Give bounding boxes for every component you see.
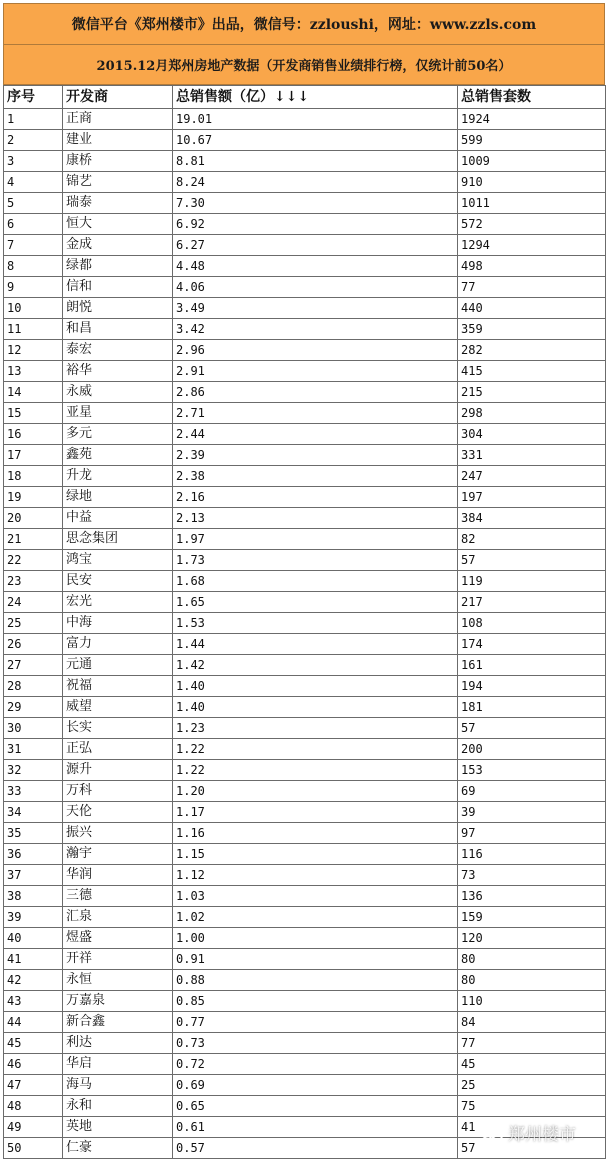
cell-sales-amount: 2.91 <box>173 361 458 382</box>
cell-rank: 28 <box>4 676 63 697</box>
cell-developer: 汇泉 <box>63 907 173 928</box>
cell-developer: 永和 <box>63 1096 173 1117</box>
cell-developer: 多元 <box>63 424 173 445</box>
cell-rank: 38 <box>4 886 63 907</box>
cell-developer: 万科 <box>63 781 173 802</box>
cell-sales-amount: 0.61 <box>173 1117 458 1138</box>
cell-developer: 和昌 <box>63 319 173 340</box>
cell-rank: 17 <box>4 445 63 466</box>
cell-units-sold: 498 <box>458 256 606 277</box>
table-row <box>4 634 606 655</box>
header-sales-amount: 总销售额（亿）↓↓↓ <box>173 86 458 109</box>
cell-developer: 开祥 <box>63 949 173 970</box>
cell-sales-amount: 1.44 <box>173 634 458 655</box>
cell-sales-amount: 1.68 <box>173 571 458 592</box>
cell-sales-amount: 6.92 <box>173 214 458 235</box>
cell-rank: 36 <box>4 844 63 865</box>
cell-sales-amount: 0.65 <box>173 1096 458 1117</box>
cell-rank: 21 <box>4 529 63 550</box>
table-row <box>4 1012 606 1033</box>
cell-sales-amount: 3.49 <box>173 298 458 319</box>
cell-developer: 朗悦 <box>63 298 173 319</box>
cell-developer: 鑫苑 <box>63 445 173 466</box>
table-row <box>4 298 606 319</box>
table-row <box>4 991 606 1012</box>
cell-developer: 裕华 <box>63 361 173 382</box>
cell-rank: 33 <box>4 781 63 802</box>
cell-sales-amount: 2.44 <box>173 424 458 445</box>
source-banner <box>3 3 605 45</box>
table-row <box>4 256 606 277</box>
cell-developer: 天伦 <box>63 802 173 823</box>
table-row <box>4 571 606 592</box>
cell-units-sold: 359 <box>458 319 606 340</box>
cell-units-sold: 25 <box>458 1075 606 1096</box>
wechat-icon <box>480 1124 504 1142</box>
table-row <box>4 613 606 634</box>
cell-developer: 正商 <box>63 109 173 130</box>
table-row <box>4 886 606 907</box>
cell-sales-amount: 4.48 <box>173 256 458 277</box>
cell-sales-amount: 3.42 <box>173 319 458 340</box>
cell-sales-amount: 1.53 <box>173 613 458 634</box>
table-row <box>4 1033 606 1054</box>
cell-units-sold: 75 <box>458 1096 606 1117</box>
cell-sales-amount: 0.69 <box>173 1075 458 1096</box>
cell-rank: 35 <box>4 823 63 844</box>
cell-developer: 民安 <box>63 571 173 592</box>
cell-developer: 仁豪 <box>63 1138 173 1159</box>
cell-sales-amount: 1.97 <box>173 529 458 550</box>
cell-units-sold: 84 <box>458 1012 606 1033</box>
table-row <box>4 508 606 529</box>
header-row <box>4 86 606 109</box>
header-developer: 开发商 <box>63 86 173 109</box>
table-row <box>4 109 606 130</box>
cell-sales-amount: 0.77 <box>173 1012 458 1033</box>
cell-rank: 32 <box>4 760 63 781</box>
cell-rank: 8 <box>4 256 63 277</box>
cell-units-sold: 116 <box>458 844 606 865</box>
cell-units-sold: 200 <box>458 739 606 760</box>
cell-developer: 瀚宇 <box>63 844 173 865</box>
cell-units-sold: 82 <box>458 529 606 550</box>
cell-units-sold: 80 <box>458 970 606 991</box>
cell-sales-amount: 1.00 <box>173 928 458 949</box>
table-subtitle-text: 2015.12月郑州房地产数据（开发商销售业绩排行榜，仅统计前50名） <box>96 59 512 74</box>
cell-units-sold: 1011 <box>458 193 606 214</box>
table-row <box>4 676 606 697</box>
cell-rank: 4 <box>4 172 63 193</box>
cell-rank: 42 <box>4 970 63 991</box>
cell-units-sold: 1294 <box>458 235 606 256</box>
cell-units-sold: 415 <box>458 361 606 382</box>
table-row <box>4 172 606 193</box>
cell-sales-amount: 0.73 <box>173 1033 458 1054</box>
table-row <box>4 949 606 970</box>
cell-developer: 华启 <box>63 1054 173 1075</box>
cell-units-sold: 197 <box>458 487 606 508</box>
cell-developer: 恒大 <box>63 214 173 235</box>
cell-units-sold: 77 <box>458 1033 606 1054</box>
table-row <box>4 655 606 676</box>
cell-sales-amount: 2.16 <box>173 487 458 508</box>
cell-units-sold: 119 <box>458 571 606 592</box>
cell-sales-amount: 1.40 <box>173 697 458 718</box>
table-row <box>4 193 606 214</box>
developer-ranking-table <box>3 85 606 1159</box>
cell-developer: 威望 <box>63 697 173 718</box>
cell-rank: 43 <box>4 991 63 1012</box>
cell-units-sold: 69 <box>458 781 606 802</box>
cell-rank: 10 <box>4 298 63 319</box>
watermark <box>480 1120 576 1145</box>
cell-rank: 12 <box>4 340 63 361</box>
cell-rank: 47 <box>4 1075 63 1096</box>
cell-units-sold: 73 <box>458 865 606 886</box>
table-row <box>4 361 606 382</box>
table-row <box>4 697 606 718</box>
cell-sales-amount: 1.17 <box>173 802 458 823</box>
cell-units-sold: 304 <box>458 424 606 445</box>
cell-developer: 富力 <box>63 634 173 655</box>
table-row <box>4 865 606 886</box>
cell-units-sold: 282 <box>458 340 606 361</box>
table-row <box>4 550 606 571</box>
cell-rank: 1 <box>4 109 63 130</box>
cell-developer: 煜盛 <box>63 928 173 949</box>
cell-rank: 18 <box>4 466 63 487</box>
cell-developer: 利达 <box>63 1033 173 1054</box>
cell-rank: 6 <box>4 214 63 235</box>
cell-rank: 31 <box>4 739 63 760</box>
cell-developer: 信和 <box>63 277 173 298</box>
table-row <box>4 214 606 235</box>
cell-sales-amount: 10.67 <box>173 130 458 151</box>
table-row <box>4 718 606 739</box>
cell-developer: 振兴 <box>63 823 173 844</box>
cell-units-sold: 215 <box>458 382 606 403</box>
cell-rank: 34 <box>4 802 63 823</box>
table-row <box>4 403 606 424</box>
cell-units-sold: 440 <box>458 298 606 319</box>
cell-sales-amount: 1.40 <box>173 676 458 697</box>
cell-rank: 25 <box>4 613 63 634</box>
cell-developer: 鸿宝 <box>63 550 173 571</box>
table-row <box>4 130 606 151</box>
table-row <box>4 928 606 949</box>
cell-rank: 5 <box>4 193 63 214</box>
cell-units-sold: 384 <box>458 508 606 529</box>
header-units-sold: 总销售套数 <box>458 86 606 109</box>
cell-sales-amount: 1.22 <box>173 760 458 781</box>
table-row <box>4 823 606 844</box>
cell-developer: 元通 <box>63 655 173 676</box>
cell-rank: 9 <box>4 277 63 298</box>
cell-rank: 45 <box>4 1033 63 1054</box>
cell-units-sold: 331 <box>458 445 606 466</box>
cell-rank: 11 <box>4 319 63 340</box>
cell-rank: 41 <box>4 949 63 970</box>
table-row <box>4 1096 606 1117</box>
cell-sales-amount: 1.20 <box>173 781 458 802</box>
cell-rank: 37 <box>4 865 63 886</box>
cell-units-sold: 1924 <box>458 109 606 130</box>
cell-units-sold: 77 <box>458 277 606 298</box>
cell-units-sold: 39 <box>458 802 606 823</box>
cell-developer: 中海 <box>63 613 173 634</box>
table-row <box>4 424 606 445</box>
cell-units-sold: 136 <box>458 886 606 907</box>
cell-sales-amount: 8.24 <box>173 172 458 193</box>
cell-units-sold: 97 <box>458 823 606 844</box>
cell-units-sold: 161 <box>458 655 606 676</box>
header-rank: 序号 <box>4 86 63 109</box>
cell-units-sold: 80 <box>458 949 606 970</box>
cell-rank: 14 <box>4 382 63 403</box>
cell-rank: 3 <box>4 151 63 172</box>
cell-units-sold: 57 <box>458 1138 606 1159</box>
table-row <box>4 592 606 613</box>
table-row <box>4 445 606 466</box>
cell-sales-amount: 0.85 <box>173 991 458 1012</box>
cell-rank: 30 <box>4 718 63 739</box>
cell-rank: 15 <box>4 403 63 424</box>
cell-developer: 正弘 <box>63 739 173 760</box>
cell-units-sold: 45 <box>458 1054 606 1075</box>
cell-units-sold: 217 <box>458 592 606 613</box>
cell-sales-amount: 1.16 <box>173 823 458 844</box>
cell-rank: 39 <box>4 907 63 928</box>
cell-rank: 50 <box>4 1138 63 1159</box>
cell-developer: 祝福 <box>63 676 173 697</box>
cell-sales-amount: 8.81 <box>173 151 458 172</box>
cell-sales-amount: 0.88 <box>173 970 458 991</box>
table-row <box>4 319 606 340</box>
cell-rank: 48 <box>4 1096 63 1117</box>
cell-sales-amount: 1.42 <box>173 655 458 676</box>
cell-sales-amount: 1.65 <box>173 592 458 613</box>
cell-sales-amount: 0.72 <box>173 1054 458 1075</box>
cell-rank: 26 <box>4 634 63 655</box>
cell-units-sold: 57 <box>458 718 606 739</box>
cell-units-sold: 41 <box>458 1117 606 1138</box>
cell-sales-amount: 1.12 <box>173 865 458 886</box>
cell-sales-amount: 1.23 <box>173 718 458 739</box>
table-row <box>4 529 606 550</box>
cell-units-sold: 599 <box>458 130 606 151</box>
cell-rank: 49 <box>4 1117 63 1138</box>
cell-rank: 2 <box>4 130 63 151</box>
table-row <box>4 970 606 991</box>
cell-rank: 29 <box>4 697 63 718</box>
cell-sales-amount: 19.01 <box>173 109 458 130</box>
cell-units-sold: 108 <box>458 613 606 634</box>
cell-sales-amount: 0.91 <box>173 949 458 970</box>
cell-rank: 16 <box>4 424 63 445</box>
cell-sales-amount: 1.02 <box>173 907 458 928</box>
table-row <box>4 1075 606 1096</box>
cell-developer: 建业 <box>63 130 173 151</box>
table-row <box>4 781 606 802</box>
cell-sales-amount: 2.13 <box>173 508 458 529</box>
table-row <box>4 277 606 298</box>
cell-sales-amount: 2.86 <box>173 382 458 403</box>
table-row <box>4 739 606 760</box>
cell-developer: 瑞泰 <box>63 193 173 214</box>
sales-ranking-sheet <box>3 3 605 1159</box>
cell-developer: 宏光 <box>63 592 173 613</box>
cell-developer: 锦艺 <box>63 172 173 193</box>
cell-developer: 永威 <box>63 382 173 403</box>
cell-rank: 40 <box>4 928 63 949</box>
cell-rank: 7 <box>4 235 63 256</box>
cell-rank: 44 <box>4 1012 63 1033</box>
table-body <box>4 109 606 1159</box>
cell-units-sold: 1009 <box>458 151 606 172</box>
cell-developer: 金成 <box>63 235 173 256</box>
cell-developer: 绿都 <box>63 256 173 277</box>
cell-developer: 海马 <box>63 1075 173 1096</box>
cell-sales-amount: 6.27 <box>173 235 458 256</box>
cell-units-sold: 298 <box>458 403 606 424</box>
cell-developer: 绿地 <box>63 487 173 508</box>
cell-developer: 亚星 <box>63 403 173 424</box>
table-row <box>4 760 606 781</box>
cell-sales-amount: 1.03 <box>173 886 458 907</box>
cell-developer: 长实 <box>63 718 173 739</box>
cell-sales-amount: 2.39 <box>173 445 458 466</box>
cell-units-sold: 110 <box>458 991 606 1012</box>
table-row <box>4 340 606 361</box>
table-subtitle <box>3 45 605 85</box>
cell-developer: 华润 <box>63 865 173 886</box>
cell-rank: 22 <box>4 550 63 571</box>
cell-units-sold: 247 <box>458 466 606 487</box>
cell-developer: 万嘉泉 <box>63 991 173 1012</box>
watermark-text: 郑州楼市 <box>508 1125 576 1145</box>
cell-developer: 升龙 <box>63 466 173 487</box>
cell-developer: 泰宏 <box>63 340 173 361</box>
cell-rank: 24 <box>4 592 63 613</box>
cell-rank: 23 <box>4 571 63 592</box>
cell-units-sold: 572 <box>458 214 606 235</box>
cell-sales-amount: 7.30 <box>173 193 458 214</box>
table-row <box>4 151 606 172</box>
cell-rank: 13 <box>4 361 63 382</box>
cell-units-sold: 174 <box>458 634 606 655</box>
cell-developer: 康桥 <box>63 151 173 172</box>
cell-developer: 英地 <box>63 1117 173 1138</box>
cell-units-sold: 153 <box>458 760 606 781</box>
cell-units-sold: 194 <box>458 676 606 697</box>
cell-units-sold: 910 <box>458 172 606 193</box>
table-row <box>4 235 606 256</box>
table-row <box>4 466 606 487</box>
table-row <box>4 907 606 928</box>
cell-sales-amount: 1.15 <box>173 844 458 865</box>
cell-developer: 思念集团 <box>63 529 173 550</box>
cell-sales-amount: 1.22 <box>173 739 458 760</box>
cell-sales-amount: 1.73 <box>173 550 458 571</box>
cell-developer: 三德 <box>63 886 173 907</box>
cell-rank: 19 <box>4 487 63 508</box>
cell-rank: 27 <box>4 655 63 676</box>
cell-sales-amount: 2.38 <box>173 466 458 487</box>
cell-rank: 20 <box>4 508 63 529</box>
cell-sales-amount: 2.96 <box>173 340 458 361</box>
cell-developer: 源升 <box>63 760 173 781</box>
table-row <box>4 1054 606 1075</box>
cell-units-sold: 159 <box>458 907 606 928</box>
cell-sales-amount: 4.06 <box>173 277 458 298</box>
cell-units-sold: 120 <box>458 928 606 949</box>
table-row <box>4 844 606 865</box>
table-row <box>4 802 606 823</box>
table-row <box>4 382 606 403</box>
table-row <box>4 487 606 508</box>
cell-sales-amount: 2.71 <box>173 403 458 424</box>
cell-developer: 新合鑫 <box>63 1012 173 1033</box>
cell-developer: 永恒 <box>63 970 173 991</box>
source-banner-text: 微信平台《郑州楼市》出品，微信号：zzloushi，网址：www.zzls.com <box>71 17 537 33</box>
cell-sales-amount: 0.57 <box>173 1138 458 1159</box>
cell-rank: 46 <box>4 1054 63 1075</box>
cell-developer: 中益 <box>63 508 173 529</box>
cell-units-sold: 181 <box>458 697 606 718</box>
cell-units-sold: 57 <box>458 550 606 571</box>
